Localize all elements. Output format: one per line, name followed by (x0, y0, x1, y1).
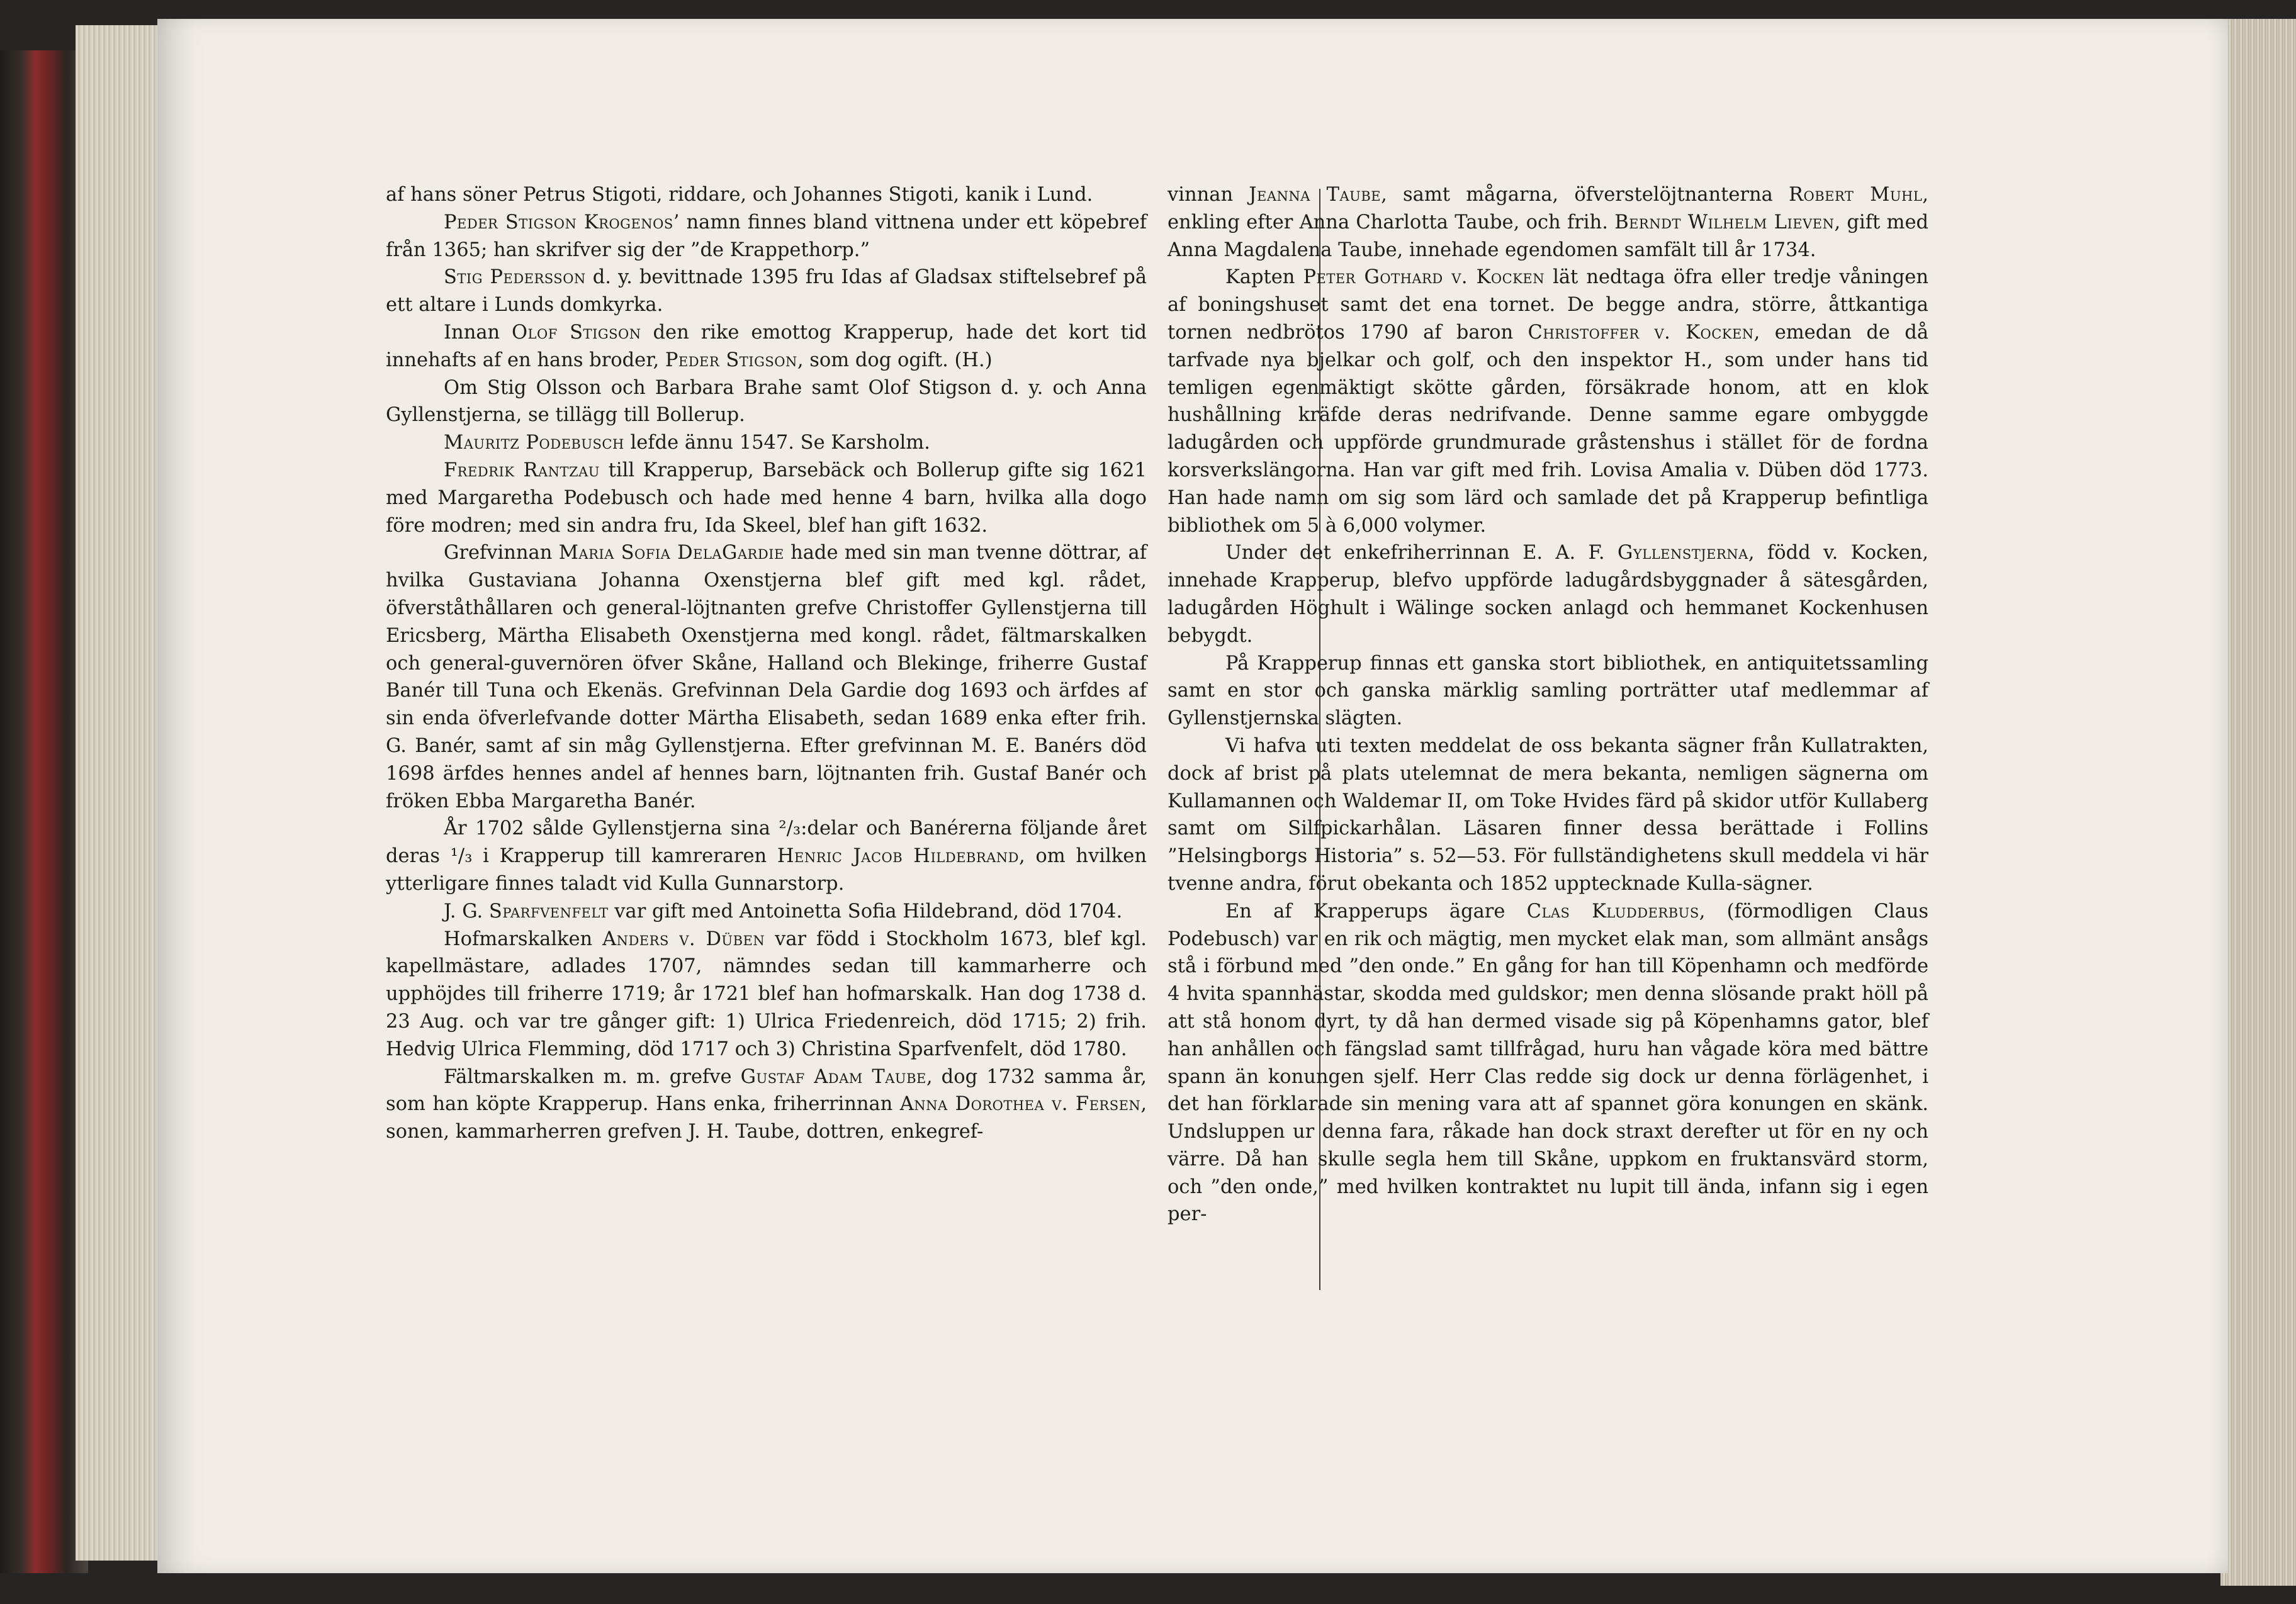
paragraph (1168, 181, 1928, 264)
name-smallcaps: Anders v. Düben (602, 928, 765, 950)
paragraph (386, 264, 1147, 319)
text-column-right (1168, 181, 1928, 1228)
text-run: En af Krapperups ägare (1225, 900, 1527, 923)
paragraph (1168, 650, 1928, 732)
name-smallcaps: Anna Dorothea v. Fersen (899, 1093, 1141, 1116)
paragraph (386, 1063, 1147, 1146)
text-run: af hans söner Petrus Stigoti, riddare, och Johannes Stigoti, kanik i Lund. (386, 184, 1093, 206)
name-smallcaps: Peter Gothard v. Kocken (1303, 266, 1545, 289)
text-run: Hofmarskalken (444, 928, 603, 950)
paragraph (1168, 732, 1928, 898)
text-run: den rike emottog Krapperup, hade det kort tid innehafts af en hans broder, (386, 321, 1147, 371)
paragraph (386, 374, 1147, 430)
text-run: var född i Stockholm 1673, blef kgl. kapellmästare, adlades 1707, nämndes sedan till kammarherre och upphöjdes till friherre 1719; år 1721 blef han hofmarskalk. Han dog 1738 d. 23 Aug. och var tre gånger gift: 1) Ulrica Friedenreich, död 1715; 2) frih. Hedvig Ulrica Flemming, död 1717 och 3) Christina Sparfvenfelt, död 1780. (386, 928, 1147, 1060)
paragraph (1168, 539, 1928, 649)
text-run: ’ namn finnes bland vittnena under ett köpebref från 1365; han skrifver sig der ”de Krappethorp.” (386, 211, 1147, 261)
name-smallcaps: Christoffer v. Kocken (1528, 321, 1754, 344)
name-smallcaps: Jeanna Taube (1249, 184, 1382, 206)
page-stack-right (2220, 19, 2296, 1586)
paragraph (386, 181, 1147, 209)
text-run: Vi hafva uti texten meddelat de oss bekanta sägner från Kullatrakten, dock af brist på plats utelemnat de mera bekanta, nemligen sägnerna om Kullamannen och Waldemar II, om Toke Hvides färd på skidor utför Kullaberg samt om Silfpickarhålan. Läsaren finner dessa berättade i Follins ”Helsingborgs Historia” s. 52—53. För fullständighetens skull meddela vi här tvenne andra, förut obekanta och 1852 upptecknade Kulla-sägner. (1168, 734, 1928, 895)
paragraph (1168, 264, 1928, 539)
text-run: d. y. bevittnade 1395 fru Idas af Gladsax stiftelsebref på ett altare i Lunds domkyrka. (386, 266, 1147, 317)
text-run: , emedan de då tarfvade nya bjelkar och golf, och den inspektor H., som under hans tid temligen egenmäktigt skötte gården, försäkrade honom, att en klok hushållning kräfde deras nedrifvande. Denne samme egare ombyggde ladugården och uppförde grundmurade gråstenshus i stället för de fordna korsverkslängorna. Han var gift med frih. Lovisa Amalia v. Düben död 1773. Han hade namn om sig som lärd och samlade det på Krapperup befintliga bibliothek om 5 à 6,000 volymer. (1168, 321, 1929, 537)
name-smallcaps: Peder Stigson (665, 349, 797, 371)
text-run: , gift med Anna Magdalena Taube, innehade egendomen samfält till år 1734. (1168, 211, 1929, 261)
text-run: , enkling efter Anna Charlotta Taube, och frih. (1168, 184, 1928, 233)
name-smallcaps: Henric Jacob Hildebrand (777, 845, 1020, 868)
paragraph (386, 457, 1147, 539)
text-run: Grefvinnan (444, 542, 559, 564)
book-binding (0, 50, 88, 1573)
text-run: , född v. Kocken, innehade Krapperup, blefvo uppförde ladugårdsbyggnader å sätesgården, ladugården Höghult i Wälinge socken anlagd och hemmanet Kockenhusen bebygdt. (1168, 542, 1928, 647)
paragraph (386, 898, 1147, 926)
name-smallcaps: Gyllenstjerna (1618, 542, 1748, 564)
text-run: Under det enkefriherrinnan E. A. F. (1225, 542, 1618, 564)
text-run: , som dog ogift. (H.) (797, 349, 993, 371)
paragraph (386, 539, 1147, 815)
name-smallcaps: Mauritz Podebusch (444, 432, 624, 454)
text-run: lät nedtaga öfra eller tredje våningen af boningshuset samt det ena tornet. De begge andra, större, åttkantiga tornen nedbrötos 1790 af baron (1168, 266, 1928, 344)
text-run: , samt mågarna, öfverstelöjtnanterna (1381, 184, 1789, 206)
paragraph (386, 209, 1147, 264)
text-run: till Krapperup, Barsebäck och Bollerup gifte sig 1621 med Margaretha Podebusch och hade med henne 4 barn, hvilka alla dogo före modren; med sin andra fru, Ida Skeel, blef han gift 1632. (386, 459, 1147, 537)
text-run: lefde ännu 1547. Se Karsholm. (624, 432, 930, 454)
text-run: , om hvilken ytterligare finnes taladt vid Kulla Gunnarstorp. (386, 845, 1147, 895)
paragraph (1168, 898, 1928, 1229)
text-run: På Krapperup finnas ett ganska stort bibliothek, en antiquitetssamling samt en stor och ganska märklig samling porträtter utaf medlemmar af Gyllenstjernska slägten. (1168, 652, 1928, 730)
text-run: Innan (444, 321, 512, 344)
name-smallcaps: Fredrik Rantzau (444, 459, 600, 481)
name-smallcaps: Stig Pedersson (444, 266, 586, 289)
paragraph (386, 429, 1147, 457)
text-column-left (386, 181, 1147, 1146)
name-smallcaps: Robert Muhl (1789, 184, 1923, 206)
name-smallcaps: Peder Stigson Krogenos (444, 211, 673, 233)
paragraph (386, 926, 1147, 1063)
name-smallcaps: Berndt Wilhelm Lieven (1614, 211, 1835, 233)
text-run: , sonen, kammarherren grefven J. H. Taube, dottren, enkegref- (386, 1093, 1147, 1143)
name-smallcaps: Sparfvenfelt (488, 900, 609, 923)
text-run: , (förmodligen Claus Podebusch) var en rik och mägtig, men mycket elak man, som allmänt ansågs stå i förbund med ”den onde.” En gång for han till Köpenhamn och medförde 4 hvita spannhästar, skodda med guldskor; men denna slösande prakt höll på att stå honom dyrt, ty då han dermed visade sig på Köpenhamns gator, blef han anhållen och fängslad samt tillfrågad, huru han vågade köra med bättre spann än konungen sjelf. Herr Clas redde sig dock ur denna förlägenhet, i det han förklarade sin mening vara att af spannet göra konungen en skänk. Undsluppen ur denna fara, råkade han dock straxt derefter ut för en ny och värre. Då han skulle segla hem till Skåne, uppkom en fruktansvärd storm, och ”den onde,” med hvilken kontraktet nu lupit till ända, infann sig i egen per- (1168, 900, 1928, 1226)
text-run: År 1702 sålde Gyllenstjerna sina ²/₃:delar och Banérerna följande året deras ¹/₃ i Krapperup till kamreraren (386, 817, 1147, 868)
name-smallcaps: Olof Stigson (512, 321, 641, 344)
name-smallcaps: Clas Kludderbus (1526, 900, 1699, 923)
text-run: hade med sin man tvenne döttrar, af hvilka Gustaviana Johanna Oxenstjerna blef gift med kgl. rådet, öfverståthållaren och general-löjtnanten grefve Christoffer Gyllenstjerna till Ericsberg, Märtha Elisabeth Oxenstjerna med kongl. rådet, fältmarskalken och general-guvernören öfver Skåne, Halland och Blekinge, friherre Gustaf Banér till Tuna och Ekenäs. Grefvinnan Dela Gardie dog 1693 och ärfdes af sin enda öfverlefvande dotter Märtha Elisabeth, sedan 1689 enka efter frih. G. Banér, samt af sin måg Gyllenstjerna. Efter grefvinnan M. E. Banérs död 1698 ärfdes hennes andel af hennes barn, löjtnanten frih. Gustaf Banér och fröken Ebba Margaretha Banér. (386, 542, 1147, 812)
text-run: var gift med Antoinetta Sofia Hildebrand, död 1704. (608, 900, 1123, 923)
paragraph (386, 319, 1147, 374)
paragraph (386, 815, 1147, 897)
text-run: vinnan (1168, 184, 1249, 206)
text-run: , dog 1732 samma år, som han köpte Krapperup. Hans enka, friherrinnan (386, 1065, 1147, 1116)
name-smallcaps: Maria Sofia DelaGardie (558, 542, 784, 564)
text-run: Kapten (1225, 266, 1303, 289)
text-run: J. G. (444, 900, 489, 923)
text-run: Fältmarskalken m. m. grefve (444, 1065, 741, 1088)
text-run: Om Stig Olsson och Barbara Brahe samt Olof Stigson d. y. och Anna Gyllenstjerna, se tillägg till Bollerup. (386, 376, 1147, 427)
page-stack-left (76, 25, 170, 1561)
name-smallcaps: Gustaf Adam Taube (740, 1065, 926, 1088)
